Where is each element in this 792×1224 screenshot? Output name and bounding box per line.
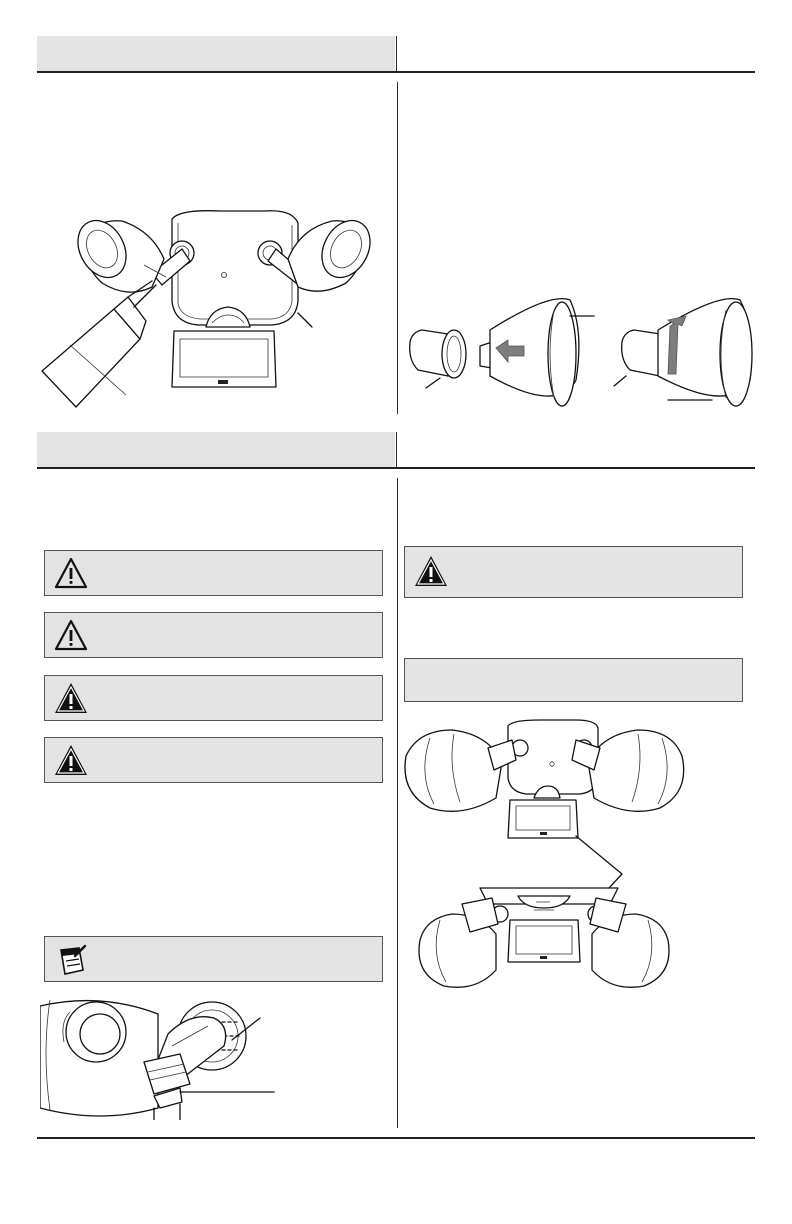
header-divider (396, 36, 397, 72)
column-divider-bottom (397, 478, 398, 1128)
column-divider-top (397, 82, 398, 414)
section-rule-bottom (37, 467, 755, 469)
danger-callout (404, 546, 743, 598)
header-divider (396, 432, 397, 468)
fixture-mounting-illustration (400, 718, 690, 993)
warning-filled-icon (413, 554, 449, 590)
warning-outline-icon (53, 618, 89, 654)
step-header-left-top (37, 36, 395, 72)
gear-adjust-illustration (40, 992, 280, 1120)
note-callout (44, 936, 383, 982)
danger-callout (44, 737, 383, 783)
warning-outline-icon (53, 556, 89, 592)
step-header-left-bottom (37, 432, 395, 468)
danger-callout (44, 675, 383, 721)
warning-callout (44, 550, 383, 596)
warning-filled-icon (53, 743, 89, 779)
warning-callout (44, 612, 383, 658)
warning-filled-icon (53, 681, 89, 717)
note-pad-icon (53, 942, 89, 978)
caulk-fixture-illustration (40, 205, 380, 410)
lamp-shade-illustration (400, 290, 760, 410)
info-callout (404, 658, 743, 702)
page-footer-rule (37, 1137, 755, 1139)
section-rule-top (37, 71, 755, 73)
